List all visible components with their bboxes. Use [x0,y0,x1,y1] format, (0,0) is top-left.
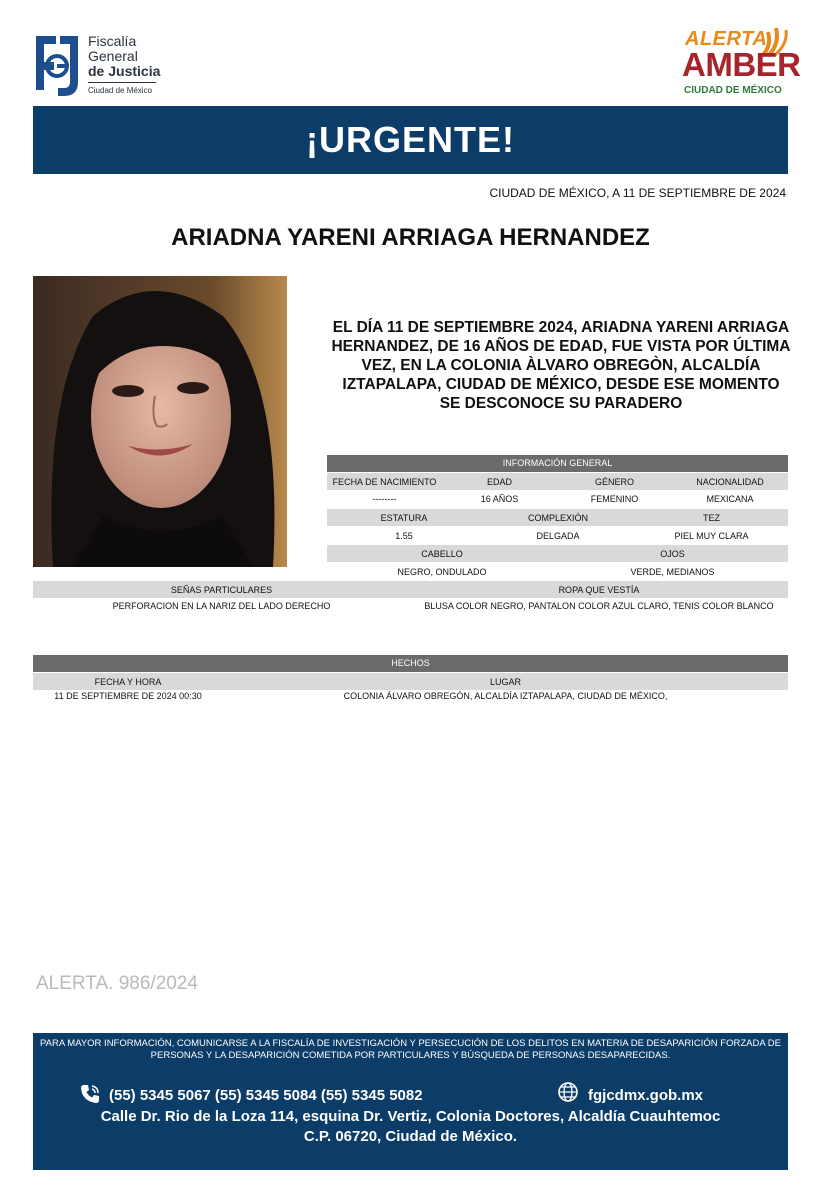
hechos-title: HECHOS [33,655,788,672]
header-senas-particulares: SEÑAS PARTICULARES [170,585,273,595]
header-ojos: OJOS [660,549,685,559]
header-fecha-hora: FECHA Y HORA [94,677,162,687]
fgj-logo-divider [88,82,156,83]
header-tez: TEZ [703,513,720,523]
contact-footer [33,1033,788,1170]
value-lugar: COLONIA ÁLVARO OBREGÓN, ALCALDÍA IZTAPALAPA, CIUDAD DE MÉXICO, [343,691,668,701]
header-complexion: COMPLEXIÓN [527,513,588,523]
fgj-logo-line4: Ciudad de México [88,86,153,95]
footer-address-line2: C.P. 06720, Ciudad de México. [303,1128,518,1145]
disappearance-description: EL DÍA 11 DE SEPTIEMBRE 2024, ARIADNA YARENI ARRIAGA HERNANDEZ, DE 16 AÑOS DE EDAD, FUE VISTA POR ÚLTIMA VEZ, EN LA COLONIA ÀLVARO OBREGÒN, ALCALDÍA IZTAPALAPA, CIUDAD DE MÉXICO, DESDE ESE MOMENTO SE DESCONOCE SU PARADERO [331,319,791,412]
value-tez: PIEL MUY CLARA [674,531,749,541]
header-edad: EDAD [486,477,512,487]
amber-logo-word1: ALERTA [685,28,768,50]
header-nacionalidad: NACIONALIDAD [696,477,764,487]
amber-logo-word3: CIUDAD DE MÉXICO [684,85,782,96]
date-line: CIUDAD DE MÉXICO, A 11 DE SEPTIEMBRE DE 2024 [489,186,786,200]
amber-logo-word2: AMBER [682,46,801,83]
fgj-logo-line3: de Justicia [88,63,161,79]
footer-address [33,1107,788,1147]
fgj-emblem-icon [32,32,82,98]
header-lugar: LUGAR [489,677,521,687]
fgj-logo-line2: General [88,48,138,64]
value-nacionalidad: MEXICANA [706,494,754,504]
value-cabello: NEGRO, ONDULADO [397,567,487,577]
general-info-title: INFORMACIÓN GENERAL [327,455,788,472]
header-genero: GÉNERO [594,477,634,487]
value-genero: FEMENINO [590,494,639,504]
value-edad: 16 AÑOS [480,494,519,504]
value-fecha-hora: 11 DE SEPTIEMBRE DE 2024 00:30 [54,691,202,701]
phone-icon [79,1083,101,1105]
fgj-logo-line1: Fiscalía [88,33,137,49]
footer-address-line1: Calle Dr. Rio de la Loza 114, esquina Dr. Vertiz, Colonia Doctores, Alcaldía Cuauhtemoc [100,1108,721,1125]
globe-icon [557,1081,579,1103]
missing-person-photo [33,276,287,567]
value-ropa: BLUSA COLOR NEGRO, PANTALON COLOR AZUL CLARO, TENIS COLOR BLANCO [424,601,774,611]
value-estatura: 1.55 [395,531,413,541]
footer-note: PARA MAYOR INFORMACIÓN, COMUNICARSE A LA FISCALÍA DE INVESTIGACIÓN Y PERSECUCIÓN DE LOS DELITOS EN MATERIA DE DESAPARICIÓN FORZADA DE PERSONAS Y LA DESAPARICIÓN COMETIDA POR PARTICULARES Y BÚSQUEDA DE PERSONAS DESAPARECIDAS. [40,1038,781,1061]
header-estatura: ESTATURA [380,513,428,523]
value-ojos: VERDE, MEDIANOS [630,567,715,577]
urgent-banner: ¡URGENTE! [33,106,788,174]
value-fecha-nacimiento: -------- [372,494,397,504]
person-name: ARIADNA YARENI ARRIAGA HERNANDEZ [171,224,650,251]
alerta-amber-logo [680,26,801,102]
footer-phones: (55) 5345 5067 (55) 5345 5084 (55) 5345 5082 [109,1087,423,1104]
value-complexion: DELGADA [536,531,580,541]
alert-number: ALERTA. 986/2024 [36,973,198,994]
header-ropa: ROPA QUE VESTÍA [558,585,640,595]
footer-website[interactable]: fgjcdmx.gob.mx [588,1087,704,1104]
header-cabello: CABELLO [421,549,463,559]
header-fecha-nacimiento: FECHA DE NACIMIENTO [332,477,437,487]
fgj-logo [32,30,172,102]
value-senas-particulares: PERFORACION EN LA NARIZ DEL LADO DERECHO [112,601,331,611]
